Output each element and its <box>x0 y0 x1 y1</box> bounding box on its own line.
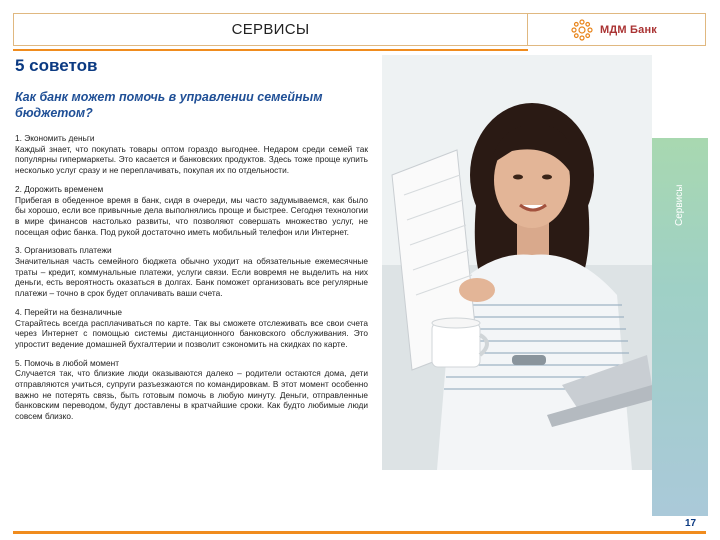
header-divider <box>13 49 528 51</box>
page-number: 17 <box>685 518 697 529</box>
tip-text: Значительная часть семейного бюджета обычно уходит на обязательные ежемесячные траты – кредит, коммунальные платежи, услуги связи. Если вовремя не выделить на них деньги, есть вероятность оказаться в долгах. Банк поможет организовать все регулярные платежи – точно в срок будет оплачивать ваши счета. <box>15 256 368 299</box>
woman-reading-photo <box>382 55 652 470</box>
tip-title: 3. Организовать платежи <box>15 245 112 256</box>
tip-item <box>15 245 368 299</box>
tip-text: Прибегая в обеденное время в банк, сидя в очереди, мы часто задумываемся, как было бы хорошо, если все привычные дела выполнялись проще и быстрее. Сегодня технологии в мире финансов настолько развиты, что позволяют совершать множество услуг, не посещая офис банка. Под рукой достаточно иметь мобильный телефон или Интернет. <box>15 194 368 237</box>
tip-title: 2. Дорожить временем <box>15 183 104 194</box>
tip-item <box>15 184 368 238</box>
section-header <box>13 13 528 46</box>
tip-text: Каждый знает, что покупать товары оптом гораздо выгоднее. Недаром среди семей так популярны гипермаркеты. Это касается и банковских продуктов. Здесь тоже проще купить несколько услуг сразу и не переплачивать, покупая их по отдельности. <box>15 143 368 176</box>
photo-illustration <box>382 55 652 470</box>
tip-text: Случается так, что близкие люди оказываются далеко – родители остаются дома, дети отправляются учиться, супруги разъезжаются по командировкам. В этот момент особенно важно не потерять связь, быть готовым помочь в любую минуту. Деньги, отправленные банковским переводом, будут доставлены в кратчайшие сроки. Как будто любимые люди совсем близко. <box>15 368 368 422</box>
side-tab <box>652 138 708 516</box>
bank-logo <box>528 13 706 46</box>
page-subtitle: Как банк может помочь в управлении семейным бюджетом? <box>15 90 323 120</box>
tip-item <box>15 133 368 176</box>
side-tab-label: Сервисы <box>674 184 685 226</box>
tip-item <box>15 358 368 422</box>
tip-title: 4. Перейти на безналичные <box>15 306 122 317</box>
footer-divider <box>13 531 706 534</box>
section-title: СЕРВИСЫ <box>231 21 310 38</box>
tip-title: 1. Экономить деньги <box>15 133 95 143</box>
tip-text: Старайтесь всегда расплачиваться по карте. Так вы сможете отслеживать все свои счета через Интернет с помощью системы дистанционного банковского обслуживания. Это упростит ведение домашней бухгалтерии и позволит сэкономить на скидках по карте. <box>15 317 368 349</box>
bank-logo-icon <box>570 18 594 42</box>
tip-title: 5. Помочь в любой момент <box>15 357 119 368</box>
page-heading: 5 советов <box>15 56 98 75</box>
tips-list <box>15 133 368 430</box>
bank-name: МДМ Банк <box>600 23 657 36</box>
tip-item <box>15 307 368 350</box>
